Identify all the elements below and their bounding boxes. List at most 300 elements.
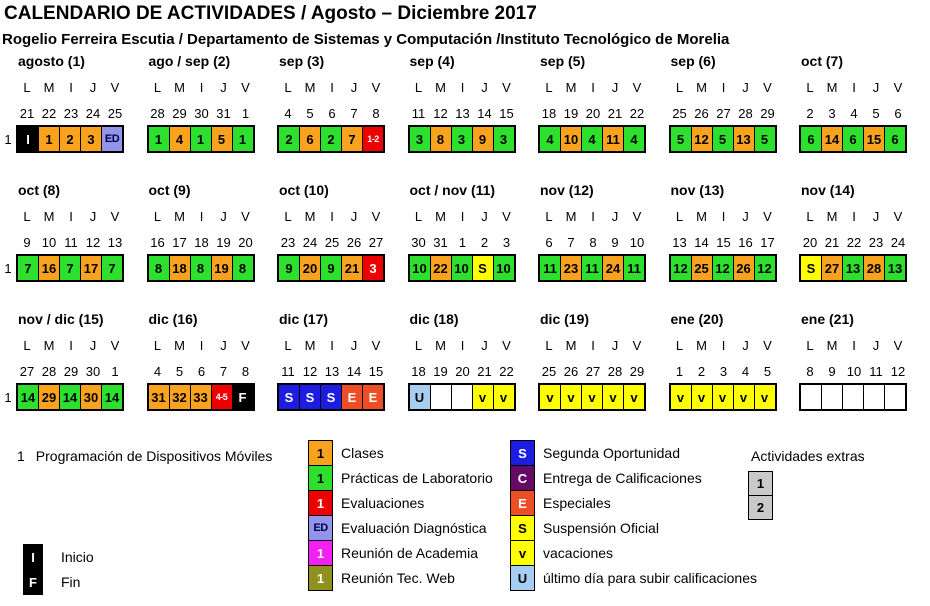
date-number: 13 (324, 364, 340, 379)
date-number: 8 (589, 235, 597, 250)
day-label: I (852, 80, 856, 95)
day-label: M (565, 338, 577, 353)
activity-cell: 7 (101, 255, 123, 281)
calendar-row (0, 311, 930, 411)
date-number: 19 (563, 106, 579, 121)
week-block (16, 182, 147, 282)
day-label: J (350, 338, 358, 353)
activity-cell: 12 (754, 255, 776, 281)
activity-cell: 10 (493, 255, 515, 281)
extras-title: Actividades extras (751, 448, 865, 464)
day-label: L (806, 209, 814, 224)
activity-cell: 27 (821, 255, 843, 281)
day-label: M (826, 80, 838, 95)
date-number: 3 (502, 235, 511, 250)
day-label: L (545, 80, 553, 95)
date-number: 30 (194, 106, 209, 121)
date-number: 10 (41, 235, 57, 250)
day-label: V (632, 209, 642, 224)
date-number: 25 (324, 235, 340, 250)
week-block (669, 53, 800, 153)
page-subtitle: Rogelio Ferreira Escutia / Departamento de Sistemas y Computación /Instituto Tecnológico de Morelia (2, 31, 730, 48)
activity-cell: 6 (842, 126, 864, 152)
date-number: 29 (629, 364, 645, 379)
day-label-row (16, 210, 147, 223)
page-title: CALENDARIO DE ACTIVIDADES / Agosto – Diciembre 2017 (4, 3, 537, 24)
week-strip (538, 383, 646, 411)
week-header: nov / dic (15) (18, 311, 104, 327)
week-strip (538, 125, 646, 153)
activity-cell: 8 (190, 255, 212, 281)
day-label: L (806, 80, 814, 95)
legend-swatch: 1 (308, 440, 333, 466)
legend-swatch: S (510, 515, 535, 541)
day-label: V (763, 338, 772, 353)
week-strip (538, 254, 646, 282)
activity-cell: 3 (80, 126, 102, 152)
legend-item (510, 565, 757, 591)
activity-cell: 21 (341, 255, 363, 281)
day-label: I (852, 209, 856, 224)
activity-cell: 30 (80, 384, 102, 410)
date-number: 4 (284, 106, 292, 121)
date-number-row (408, 107, 539, 120)
date-number-row (669, 236, 800, 249)
legend-item (510, 540, 757, 566)
activity-cell: S (800, 255, 822, 281)
course-number: 1 (17, 448, 25, 464)
date-number-row (799, 365, 930, 378)
day-label: J (220, 338, 227, 353)
day-label: J (742, 338, 749, 353)
legend-swatch: 1 (308, 490, 333, 516)
day-label-row (538, 210, 669, 223)
date-number: 15 (716, 235, 731, 250)
legend-item (23, 544, 94, 570)
day-label: J (611, 209, 619, 224)
date-number-row (799, 107, 930, 120)
day-label: M (304, 338, 316, 353)
date-number: 11 (281, 364, 295, 379)
extra-activity-box: 1 (748, 471, 773, 496)
day-label: I (330, 338, 334, 353)
legend-item (308, 540, 493, 566)
date-number: 7 (350, 106, 358, 121)
date-number: 30 (411, 235, 426, 250)
date-number: 26 (694, 106, 709, 121)
date-number: 1 (241, 106, 250, 121)
legend-item (510, 465, 757, 491)
legend-item-label: Evaluación Diagnóstica (341, 520, 487, 536)
activity-cell: v (602, 384, 624, 410)
activity-cell: 14 (17, 384, 39, 410)
activity-cell: 23 (560, 255, 582, 281)
day-label: L (153, 209, 162, 224)
extras-boxes (748, 471, 865, 520)
day-label: J (89, 338, 97, 353)
date-number: 21 (607, 106, 623, 121)
date-number: 5 (175, 364, 184, 379)
course-row-number: 1 (4, 132, 12, 147)
activity-cell: U (409, 384, 431, 410)
day-label-row (538, 81, 669, 94)
date-number: 28 (607, 364, 623, 379)
day-label: J (742, 209, 749, 224)
date-number: 29 (63, 364, 79, 379)
week-block (147, 53, 278, 153)
legend-swatch: 1 (308, 565, 333, 591)
day-label: V (110, 338, 120, 353)
date-number: 27 (19, 364, 35, 379)
legend-item-label: Clases (341, 445, 384, 461)
legend-swatch: S (510, 440, 535, 466)
date-number: 17 (760, 235, 775, 250)
activity-cell: 8 (148, 255, 170, 281)
activity-cell: 19 (211, 255, 233, 281)
week-header: nov (14) (801, 182, 855, 198)
activity-cell: S (278, 384, 300, 410)
week-block (799, 311, 930, 411)
date-number-row (408, 236, 539, 249)
week-header: dic (17) (279, 311, 329, 327)
extra-activity-box: 2 (748, 495, 773, 520)
date-number-row (147, 365, 278, 378)
week-strip (147, 254, 255, 282)
course-row-number: 1 (4, 261, 12, 276)
activity-cell: 32 (169, 384, 191, 410)
legend-item-label: Inicio (61, 549, 94, 565)
day-label: L (545, 209, 553, 224)
day-label: V (632, 80, 642, 95)
date-number: 5 (763, 364, 772, 379)
activity-cell: 12 (712, 255, 734, 281)
activity-cell: 1 (148, 126, 170, 152)
week-strip (669, 254, 777, 282)
date-number: 14 (477, 106, 492, 121)
date-number: 11 (869, 364, 883, 379)
activity-cell: 2 (278, 126, 300, 152)
week-header: ago / sep (2) (148, 53, 231, 69)
date-number: 18 (541, 106, 557, 121)
day-label: V (893, 80, 903, 95)
week-block (16, 53, 147, 153)
week-strip (799, 383, 907, 411)
activity-cell: 3 (362, 255, 384, 281)
date-number-row (16, 236, 147, 249)
day-label: L (545, 338, 553, 353)
date-number: 11 (64, 235, 78, 250)
legend-item (510, 490, 757, 516)
activity-cell: 6 (800, 126, 822, 152)
date-number: 31 (433, 235, 448, 250)
date-number-row (799, 236, 930, 249)
activity-cell: v (472, 384, 494, 410)
week-header: sep (6) (670, 53, 716, 69)
date-number: 12 (85, 235, 101, 250)
legend-item-label: Prácticas de Laboratorio (341, 470, 493, 486)
legend-swatch: 1 (308, 540, 333, 566)
legend-item-label: Reunión de Academia (341, 545, 478, 561)
date-number: 27 (368, 235, 384, 250)
week-strip (799, 125, 907, 153)
day-label: I (199, 80, 204, 95)
legend-swatch: ED (308, 515, 333, 541)
week-row (16, 53, 930, 153)
day-label: J (872, 209, 880, 224)
day-label: V (241, 209, 250, 224)
activity-cell: 1 (232, 126, 254, 152)
legend-column-1 (308, 440, 493, 591)
activity-cell: v (670, 384, 692, 410)
activity-cell: v (560, 384, 582, 410)
day-label: M (565, 209, 577, 224)
day-label: I (721, 209, 726, 224)
day-label: M (304, 209, 316, 224)
activity-cell: 1 (38, 126, 60, 152)
day-label: M (826, 338, 838, 353)
day-label-row (799, 339, 930, 352)
activity-cell: v (733, 384, 755, 410)
day-label: V (502, 209, 511, 224)
activity-cell: 16 (38, 255, 60, 281)
date-number: 29 (172, 106, 187, 121)
day-label: J (89, 80, 97, 95)
day-label: L (806, 338, 814, 353)
activity-cell: 22 (430, 255, 452, 281)
date-number: 22 (499, 364, 514, 379)
date-number: 6 (197, 364, 206, 379)
legend-item-label: último día para subir calificaciones (543, 570, 757, 586)
day-label: M (696, 338, 707, 353)
date-number: 13 (672, 235, 687, 250)
date-number: 5 (306, 106, 314, 121)
activity-cell: 8 (430, 126, 452, 152)
date-number: 4 (741, 364, 750, 379)
date-number: 7 (567, 235, 575, 250)
activity-cell: 1 (190, 126, 212, 152)
legend-swatch: F (23, 569, 43, 595)
date-number-row (538, 236, 669, 249)
date-number: 9 (611, 235, 619, 250)
legend-item-label: Segunda Oportunidad (543, 445, 680, 461)
activity-cell: 4 (623, 126, 645, 152)
activity-cell: v (539, 384, 561, 410)
date-number-row (277, 107, 408, 120)
day-label: M (304, 80, 316, 95)
date-number: 3 (828, 106, 836, 121)
week-block (408, 311, 539, 411)
activity-cell: 17 (80, 255, 102, 281)
legend-markers (23, 544, 94, 595)
day-label: L (153, 80, 162, 95)
day-label: M (696, 80, 707, 95)
date-number: 21 (477, 364, 492, 379)
day-label: I (69, 80, 73, 95)
legend-item (510, 440, 757, 466)
activity-cell: v (623, 384, 645, 410)
legend-item-label: Fin (61, 574, 81, 590)
day-label: J (611, 80, 619, 95)
date-number: 23 (868, 235, 884, 250)
activity-cell: 7 (17, 255, 39, 281)
week-strip (277, 383, 385, 411)
activity-cell: 8 (232, 255, 254, 281)
date-number: 1 (675, 364, 684, 379)
date-number: 10 (846, 364, 862, 379)
week-row (16, 182, 930, 282)
date-number: 17 (172, 235, 187, 250)
date-number: 12 (433, 106, 448, 121)
day-label: M (826, 209, 838, 224)
date-number: 25 (107, 106, 123, 121)
legend-item (308, 490, 493, 516)
legend-item-label: Entrega de Calificaciones (543, 470, 702, 486)
date-number: 3 (719, 364, 728, 379)
date-number-row (16, 365, 147, 378)
activity-cell: E (341, 384, 363, 410)
day-label: L (153, 338, 162, 353)
day-label-row (799, 210, 930, 223)
day-label: M (174, 209, 185, 224)
day-label: I (852, 338, 856, 353)
day-label: M (43, 80, 55, 95)
date-number: 21 (824, 235, 840, 250)
week-header: oct / nov (11) (409, 182, 496, 198)
activity-cell: F (232, 384, 254, 410)
week-strip (669, 383, 777, 411)
activity-cell: S (299, 384, 321, 410)
activity-cell: 5 (712, 126, 734, 152)
day-label: M (435, 80, 446, 95)
day-label: I (460, 80, 465, 95)
week-strip (16, 254, 124, 282)
activity-cell: 2 (59, 126, 81, 152)
date-number-row (538, 107, 669, 120)
calendar-grid (0, 53, 930, 411)
activity-cell: 3 (409, 126, 431, 152)
date-number: 13 (107, 235, 123, 250)
date-number: 24 (85, 106, 101, 121)
day-label: I (591, 80, 595, 95)
date-number: 27 (585, 364, 601, 379)
week-strip (408, 254, 516, 282)
day-label-row (408, 210, 539, 223)
week-block (277, 53, 408, 153)
date-number: 6 (894, 106, 902, 121)
day-label: J (220, 209, 227, 224)
week-strip (16, 383, 124, 411)
day-label: V (502, 80, 511, 95)
activity-cell: 1-2 (362, 126, 384, 152)
activity-cell: 6 (884, 126, 906, 152)
day-label-row (147, 339, 278, 352)
day-label: J (481, 209, 488, 224)
day-label: V (371, 209, 381, 224)
day-label-row (669, 81, 800, 94)
activity-cell (884, 384, 906, 410)
activity-cell: I (17, 126, 39, 152)
day-label: V (241, 338, 250, 353)
date-number: 8 (241, 364, 250, 379)
activity-cell: 10 (451, 255, 473, 281)
activity-cell: 12 (670, 255, 692, 281)
week-header: oct (7) (801, 53, 843, 69)
date-number: 1 (458, 235, 467, 250)
date-number: 6 (328, 106, 336, 121)
activity-cell: 26 (733, 255, 755, 281)
day-label: I (460, 209, 465, 224)
day-label: M (565, 80, 577, 95)
week-strip (408, 125, 516, 153)
day-label: M (43, 338, 55, 353)
legend-item (308, 440, 493, 466)
day-label: L (414, 338, 423, 353)
activity-cell: 2 (320, 126, 342, 152)
week-strip (277, 125, 385, 153)
date-number: 20 (585, 106, 601, 121)
date-number: 20 (238, 235, 253, 250)
day-label: L (23, 338, 31, 353)
day-label: I (460, 338, 465, 353)
date-number: 9 (23, 235, 31, 250)
date-number: 4 (850, 106, 858, 121)
activity-cell: 24 (602, 255, 624, 281)
activity-cell: 9 (320, 255, 342, 281)
date-number: 2 (806, 106, 814, 121)
date-number: 12 (302, 364, 318, 379)
week-header: oct (9) (148, 182, 191, 198)
day-label: I (330, 209, 334, 224)
day-label: J (350, 209, 358, 224)
day-label: I (199, 338, 204, 353)
activity-cell: 7 (341, 126, 363, 152)
date-number: 21 (19, 106, 35, 121)
week-block (799, 53, 930, 153)
legend-extras (748, 448, 865, 520)
day-label: V (110, 209, 120, 224)
date-number: 13 (455, 106, 470, 121)
legend-item-label: Evaluaciones (341, 495, 425, 511)
week-block (16, 311, 147, 411)
legend-swatch: I (23, 544, 43, 570)
week-strip (799, 254, 907, 282)
week-block (538, 53, 669, 153)
activity-cell: 13 (733, 126, 755, 152)
activity-cell: S (472, 255, 494, 281)
week-header: nov (13) (670, 182, 725, 198)
activity-cell: 11 (539, 255, 561, 281)
activity-cell: v (754, 384, 776, 410)
week-header: sep (3) (279, 53, 325, 69)
day-label: L (284, 80, 292, 95)
calendar-row (0, 182, 930, 282)
date-number: 26 (563, 364, 579, 379)
date-number: 28 (41, 364, 57, 379)
date-number: 4 (153, 364, 162, 379)
day-label: I (591, 338, 595, 353)
day-label: V (241, 80, 250, 95)
day-label: I (591, 209, 595, 224)
date-number: 16 (738, 235, 753, 250)
week-block (538, 311, 669, 411)
activity-cell: 13 (884, 255, 906, 281)
week-header: dic (19) (540, 311, 590, 327)
week-strip (16, 125, 124, 153)
legend-swatch: E (510, 490, 535, 516)
date-number: 19 (433, 364, 448, 379)
week-header: sep (4) (409, 53, 455, 69)
week-header: sep (5) (540, 53, 586, 69)
